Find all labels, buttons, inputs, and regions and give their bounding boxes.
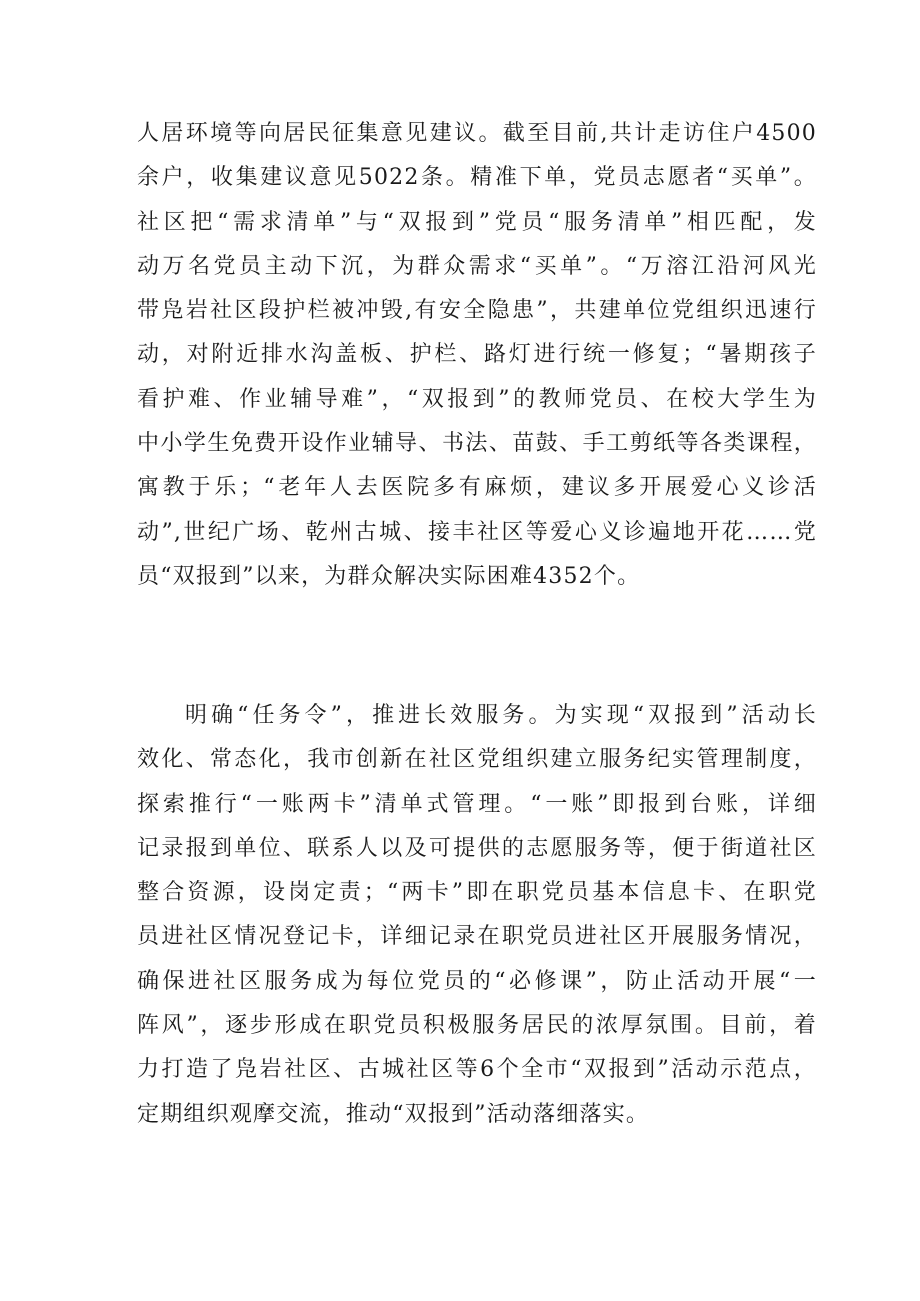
paragraph-demand-response	[137, 112, 817, 599]
text-line: 探索推行“一账两卡”清单式管理。“一账”即报到台账，详细	[137, 791, 817, 817]
text-line: 余户，收集建议意见5022条。精准下单，党员志愿者“买单”。	[137, 165, 817, 191]
text-line: 整合资源，设岗定责；“两卡”即在职党员基本信息卡、在职党	[137, 880, 817, 906]
text-line: 动万名党员主动下沉，为群众需求“买单”。“万溶江沿河风光	[137, 253, 817, 279]
text-line: 动，对附近排水沟盖板、护栏、路灯进行统一修复；“暑期孩子	[137, 342, 817, 368]
text-line: 动”,世纪广场、乾州古城、接丰社区等爱心义诊遍地开花……党	[137, 519, 817, 545]
text-line: 看护难、作业辅导难”，“双报到”的教师党员、在校大学生为	[137, 386, 817, 412]
text-line: 阵风”，逐步形成在职党员积极服务居民的浓厚氛围。目前，着	[137, 1013, 817, 1039]
text-line: 人居环境等向居民征集意见建议。截至目前,共计走访住户4500	[137, 121, 817, 146]
text-line-last: 定期组织观摩交流，推动“双报到”活动落细落实。	[137, 1101, 650, 1127]
text-line: 记录报到单位、联系人以及可提供的志愿服务等，便于街道社区	[137, 835, 817, 861]
text-line: 社区把“需求清单”与“双报到”党员“服务清单”相匹配，发	[137, 209, 817, 235]
text-line: 员进社区情况登记卡，详细记录在职党员进社区开展服务情况，	[137, 924, 817, 950]
text-line: 带凫岩社区段护栏被冲毁,有安全隐患”，共建单位党组织迅速行	[137, 298, 817, 324]
text-line: 力打造了凫岩社区、古城社区等6个全市“双报到”活动示范点，	[137, 1057, 817, 1083]
text-line: 确保进社区服务成为每位党员的“必修课”，防止活动开展“一	[137, 968, 817, 994]
text-line: 寓教于乐；“老年人去医院多有麻烦，建议多开展爱心义诊活	[137, 475, 817, 501]
paragraph-task-order	[137, 694, 817, 1137]
text-line: 效化、常态化，我市创新在社区党组织建立服务纪实管理制度，	[137, 747, 817, 773]
text-line-last: 员“双报到”以来，为群众解决实际困难4352个。	[137, 563, 641, 589]
text-line: 中小学生免费开设作业辅导、书法、苗鼓、手工剪纸等各类课程，	[137, 431, 817, 457]
text-line-first: 明确“任务令”，推进长效服务。为实现“双报到”活动长	[185, 703, 817, 728]
